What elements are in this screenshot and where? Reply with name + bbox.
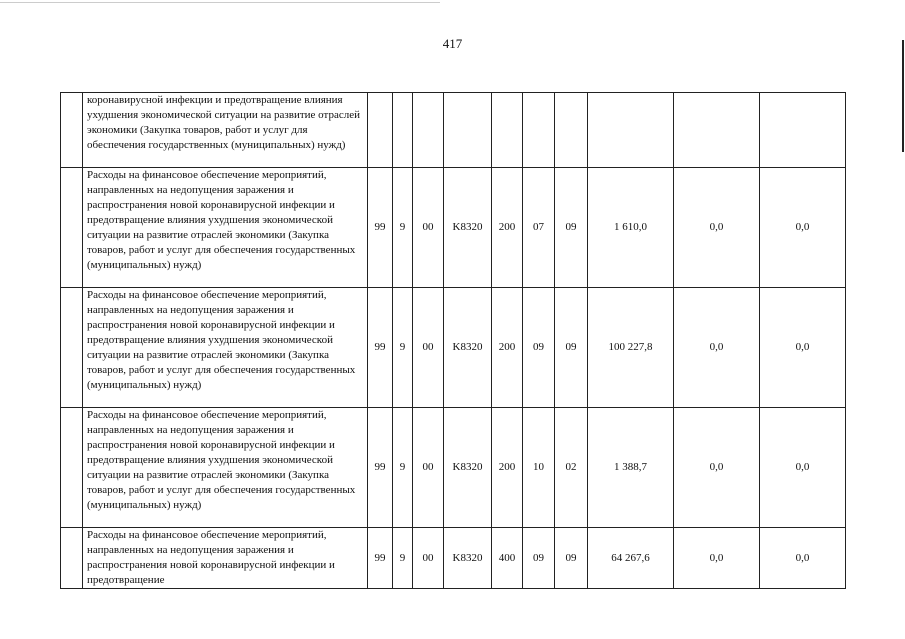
amount-cell-2: 0,0 bbox=[674, 168, 760, 288]
subsection-cell bbox=[555, 93, 588, 168]
expense-type-cell bbox=[492, 93, 523, 168]
code-direction-cell: K8320 bbox=[444, 168, 492, 288]
code-direction-cell: K8320 bbox=[444, 528, 492, 589]
code-subprogram-cell: 9 bbox=[393, 408, 413, 528]
scan-edge-mark bbox=[902, 40, 904, 152]
description-cell: Расходы на финансовое обеспечение мероприятий, направленных на недопущения заражения и распространения новой коронавирусной инфекции и предотвращение влияния ухудшения экономической ситуации на развитие отраслей экономики (Закупка товаров, работ и услуг для обеспечения государственных (муниципальных) нужд) bbox=[83, 408, 368, 528]
section-cell bbox=[523, 93, 555, 168]
amount-cell-1: 1 610,0 bbox=[588, 168, 674, 288]
description-cell: коронавирусной инфекции и предотвращение влияния ухудшения экономической ситуации на развитие отраслей экономики (Закупка товаров, работ и услуг для обеспечения государственных (муниципальных) нужд) bbox=[83, 93, 368, 168]
amount-cell-3: 0,0 bbox=[760, 168, 846, 288]
subsection-cell: 09 bbox=[555, 288, 588, 408]
table-row bbox=[61, 168, 846, 288]
expense-type-cell: 200 bbox=[492, 408, 523, 528]
table-row bbox=[61, 528, 846, 589]
code-subprogram-cell: 9 bbox=[393, 528, 413, 589]
section-cell: 09 bbox=[523, 288, 555, 408]
amount-cell-3 bbox=[760, 93, 846, 168]
row-number-cell bbox=[61, 408, 83, 528]
code-group-cell: 00 bbox=[413, 288, 444, 408]
description-cell: Расходы на финансовое обеспечение мероприятий, направленных на недопущения заражения и распространения новой коронавирусной инфекции и предотвращение влияния ухудшения экономической ситуации на развитие отраслей экономики (Закупка товаров, работ и услуг для обеспечения государственных (муниципальных) нужд) bbox=[83, 288, 368, 408]
code-subprogram-cell: 9 bbox=[393, 288, 413, 408]
expense-type-cell: 400 bbox=[492, 528, 523, 589]
row-number-cell bbox=[61, 528, 83, 589]
table-row bbox=[61, 93, 846, 168]
code-direction-cell: K8320 bbox=[444, 408, 492, 528]
row-number-cell bbox=[61, 288, 83, 408]
code-direction-cell: K8320 bbox=[444, 288, 492, 408]
code-direction-cell bbox=[444, 93, 492, 168]
code-program-cell: 99 bbox=[368, 168, 393, 288]
amount-cell-3: 0,0 bbox=[760, 408, 846, 528]
row-number-cell bbox=[61, 93, 83, 168]
amount-cell-3: 0,0 bbox=[760, 288, 846, 408]
expense-type-cell: 200 bbox=[492, 168, 523, 288]
amount-cell-2: 0,0 bbox=[674, 288, 760, 408]
section-cell: 07 bbox=[523, 168, 555, 288]
amount-cell-1 bbox=[588, 93, 674, 168]
scan-artifact-line bbox=[0, 2, 440, 3]
code-subprogram-cell: 9 bbox=[393, 168, 413, 288]
code-group-cell: 00 bbox=[413, 168, 444, 288]
amount-cell-3: 0,0 bbox=[760, 528, 846, 589]
row-number-cell bbox=[61, 168, 83, 288]
code-program-cell: 99 bbox=[368, 408, 393, 528]
expense-type-cell: 200 bbox=[492, 288, 523, 408]
budget-table bbox=[60, 92, 846, 589]
subsection-cell: 09 bbox=[555, 528, 588, 589]
amount-cell-1: 64 267,6 bbox=[588, 528, 674, 589]
page-number: 417 bbox=[442, 36, 463, 51]
table-row bbox=[61, 408, 846, 528]
amount-cell-2: 0,0 bbox=[674, 408, 760, 528]
section-cell: 09 bbox=[523, 528, 555, 589]
code-subprogram-cell bbox=[393, 93, 413, 168]
description-cell: Расходы на финансовое обеспечение мероприятий, направленных на недопущения заражения и распространения новой коронавирусной инфекции и предотвращение bbox=[83, 528, 368, 589]
code-program-cell bbox=[368, 93, 393, 168]
amount-cell-2 bbox=[674, 93, 760, 168]
subsection-cell: 09 bbox=[555, 168, 588, 288]
table-row bbox=[61, 288, 846, 408]
code-group-cell: 00 bbox=[413, 408, 444, 528]
amount-cell-2: 0,0 bbox=[674, 528, 760, 589]
code-group-cell bbox=[413, 93, 444, 168]
subsection-cell: 02 bbox=[555, 408, 588, 528]
amount-cell-1: 1 388,7 bbox=[588, 408, 674, 528]
code-program-cell: 99 bbox=[368, 288, 393, 408]
description-cell: Расходы на финансовое обеспечение мероприятий, направленных на недопущения заражения и распространения новой коронавирусной инфекции и предотвращение влияния ухудшения экономической ситуации на развитие отраслей экономики (Закупка товаров, работ и услуг для обеспечения государственных (муниципальных) нужд) bbox=[83, 168, 368, 288]
code-group-cell: 00 bbox=[413, 528, 444, 589]
section-cell: 10 bbox=[523, 408, 555, 528]
amount-cell-1: 100 227,8 bbox=[588, 288, 674, 408]
code-program-cell: 99 bbox=[368, 528, 393, 589]
